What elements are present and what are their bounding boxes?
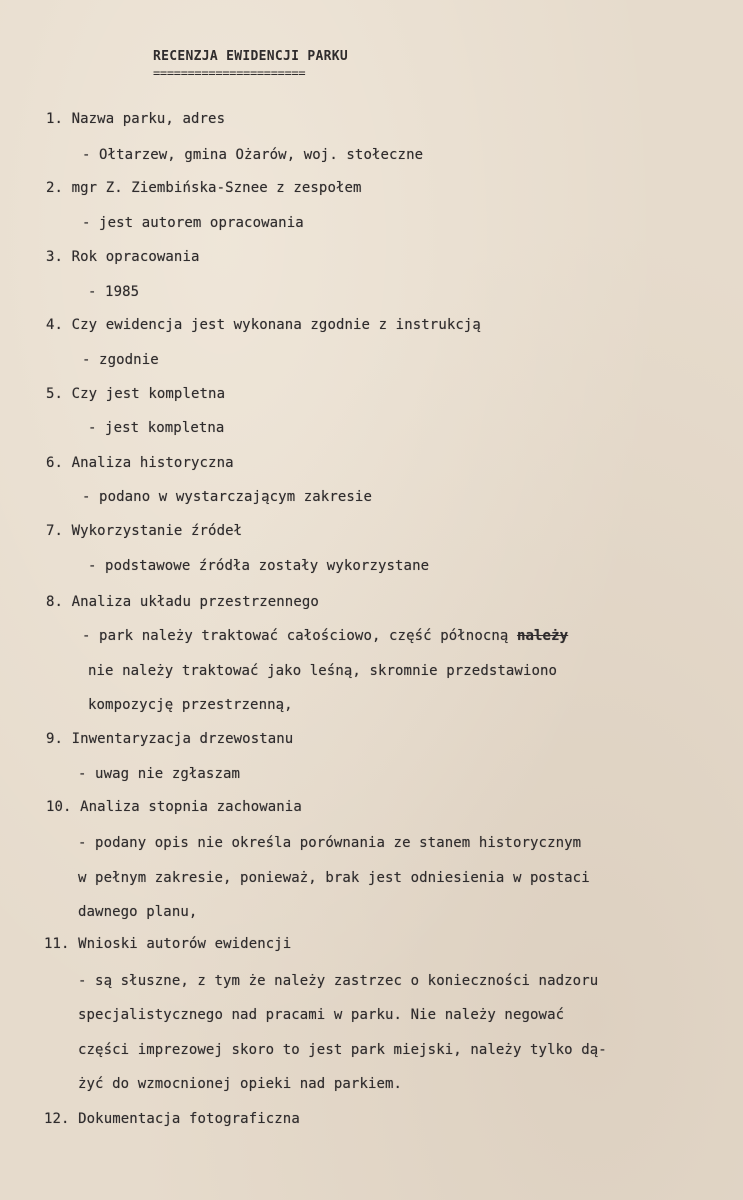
item-9-answer: - uwag nie zgłaszam <box>78 766 241 782</box>
item-1-heading: 1. Nazwa parku, adres <box>46 111 226 127</box>
item-11-answer-line-2: specjalistycznego nad pracami w parku. Nie należy negować <box>78 1007 565 1023</box>
item-4-answer: - zgodnie <box>82 352 159 368</box>
item-7-answer: - podstawowe źródła zostały wykorzystane <box>88 558 430 574</box>
item-3-heading: 3. Rok opracowania <box>46 249 200 265</box>
item-8-answer-line-3: kompozycję przestrzenną, <box>88 697 293 713</box>
item-6-answer: - podano w wystarczającym zakresie <box>82 489 372 505</box>
item-9-heading: 9. Inwentaryzacja drzewostanu <box>46 731 294 747</box>
item-6-heading: 6. Analiza historyczna <box>46 455 234 471</box>
item-8-answer-line-2: nie należy traktować jako leśną, skromnie przedstawiono <box>88 663 558 679</box>
item-8-answer-line-1 <box>82 628 568 644</box>
item-11-heading: 11. Wnioski autorów ewidencji <box>44 936 292 952</box>
item-8-answer-line-1-text: - park należy traktować całościowo, część północną <box>82 628 509 644</box>
item-2-answer: - jest autorem opracowania <box>82 215 304 231</box>
item-11-answer-line-3: części imprezowej skoro to jest park miejski, należy tylko dą- <box>78 1042 607 1058</box>
document-title: RECENZJA EWIDENCJI PARKU <box>153 49 349 64</box>
item-4-heading: 4. Czy ewidencja jest wykonana zgodnie z instrukcją <box>46 317 481 333</box>
struck-out-word: należy <box>516 628 569 644</box>
item-10-answer-line-3: dawnego planu, <box>78 904 198 920</box>
item-11-answer-line-4: żyć do wzmocnionej opieki nad parkiem. <box>78 1076 403 1092</box>
item-8-heading: 8. Analiza układu przestrzennego <box>46 594 319 610</box>
item-2-heading: 2. mgr Z. Ziembińska-Sznee z zespołem <box>46 180 362 196</box>
item-7-heading: 7. Wykorzystanie źródeł <box>46 523 243 539</box>
item-3-answer: - 1985 <box>88 284 140 300</box>
item-12-heading: 12. Dokumentacja fotograficzna <box>44 1111 300 1127</box>
title-underline: ====================== <box>153 66 306 80</box>
item-10-answer-line-2: w pełnym zakresie, ponieważ, brak jest odniesienia w postaci <box>78 870 590 886</box>
item-11-answer-line-1: - są słuszne, z tym że należy zastrzec o konieczności nadzoru <box>78 973 599 989</box>
item-10-answer-line-1: - podany opis nie określa porównania ze stanem historycznym <box>78 835 582 851</box>
item-5-heading: 5. Czy jest kompletna <box>46 386 226 402</box>
item-5-answer: - jest kompletna <box>88 420 225 436</box>
item-10-heading: 10. Analiza stopnia zachowania <box>46 799 302 815</box>
item-1-answer: - Ołtarzew, gmina Ożarów, woj. stołeczne <box>82 147 424 163</box>
